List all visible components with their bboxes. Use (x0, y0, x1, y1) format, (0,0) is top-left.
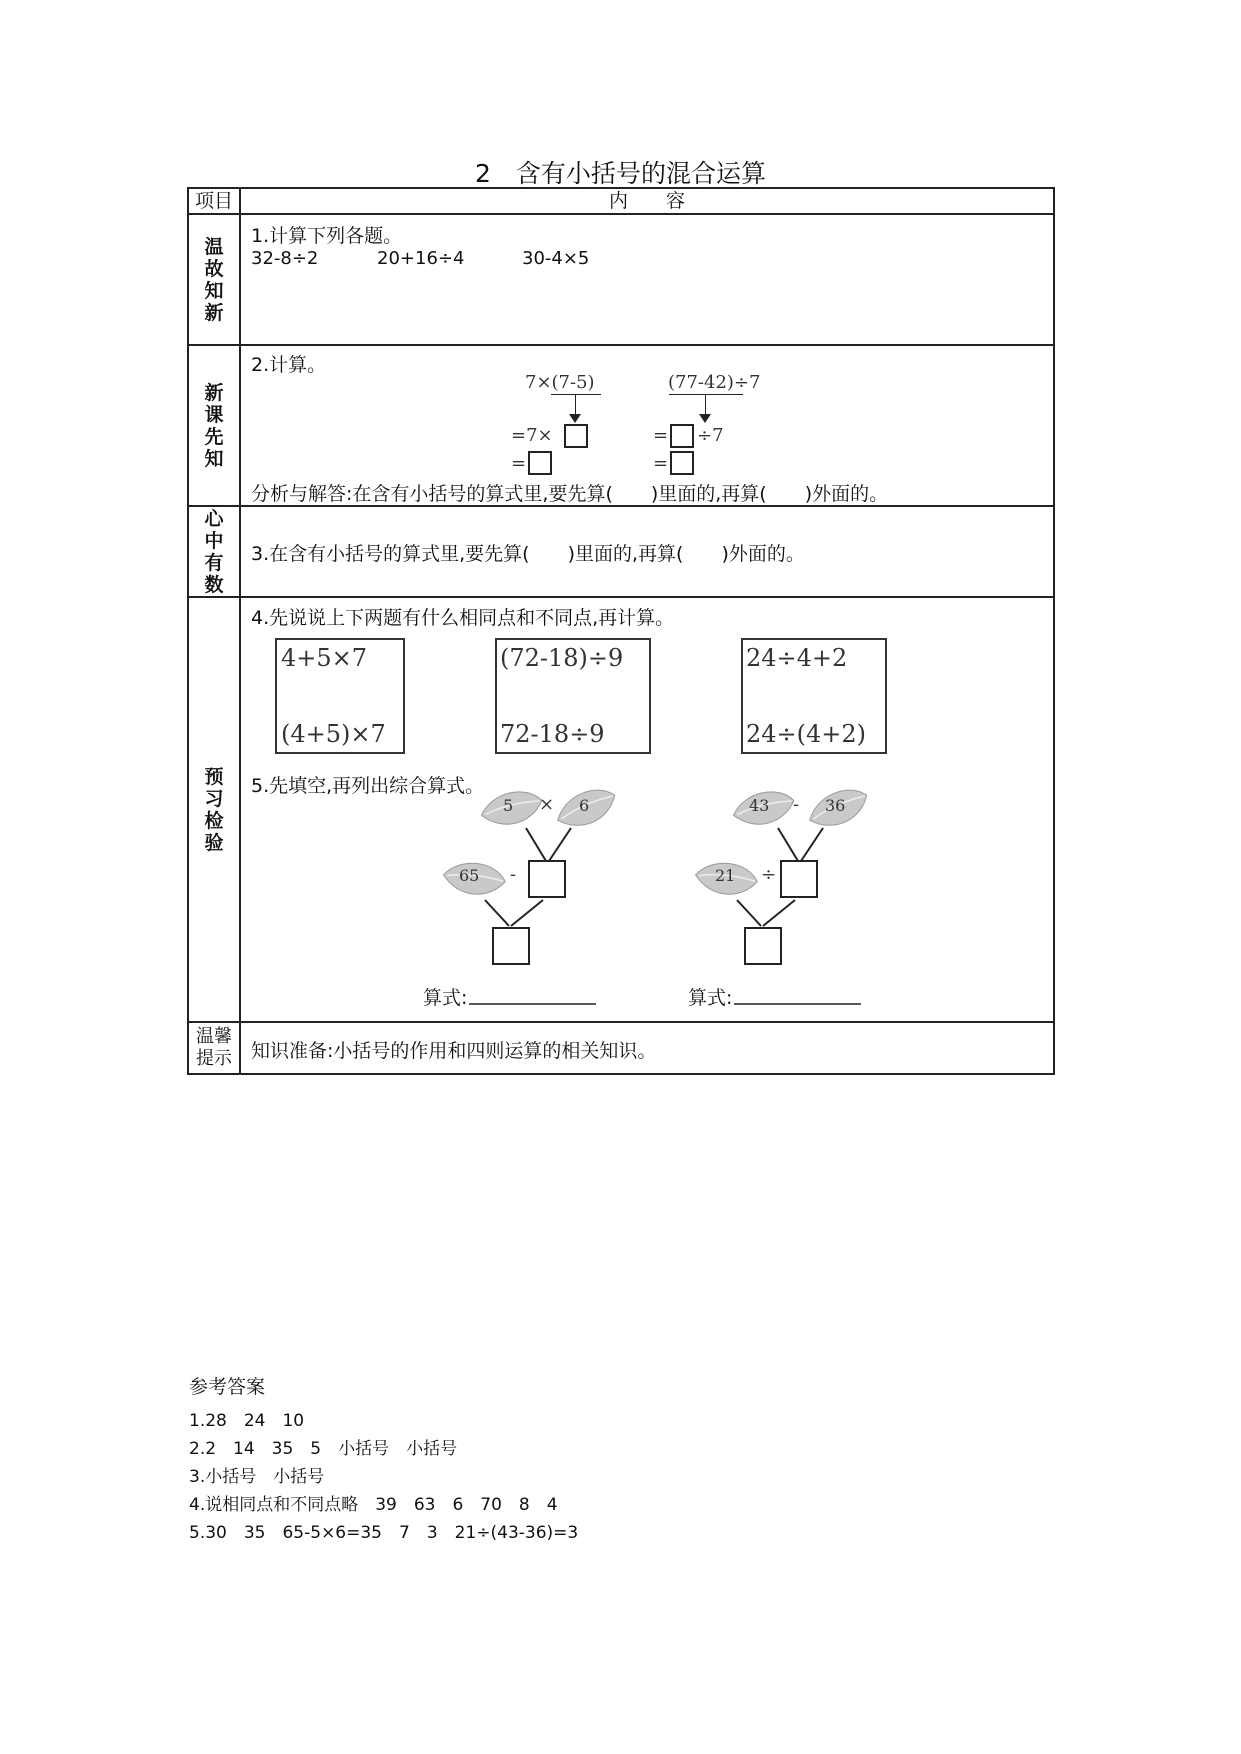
tree2-val-a: 43 (749, 796, 770, 815)
row4-label-char: 习 (204, 787, 224, 810)
calc-b-step1-suffix: ÷7 (697, 425, 724, 446)
compare-2-bottom: 72-18÷9 (500, 720, 605, 748)
calc-b-expr: (77-42)÷7 (668, 372, 761, 393)
compare-3-bottom: 24÷(4+2) (746, 720, 867, 748)
header-col-content (240, 188, 1054, 214)
tree1-op1: × (539, 794, 555, 815)
worksheet-table (187, 187, 1055, 1075)
row2-label-char: 新 (204, 381, 224, 404)
page-title: 2 含有小括号的混合运算 (475, 159, 766, 188)
calc-a-arrow-head (569, 414, 581, 423)
row1-label-char: 知 (204, 279, 224, 302)
q1-expr-3: 30-4×5 (522, 248, 590, 269)
row5-label-line: 温馨 (196, 1026, 232, 1047)
tree2-val-b: 36 (825, 796, 846, 815)
leaf-tree-diagrams (241, 598, 1051, 1021)
tree2-val-c: 21 (715, 866, 736, 885)
tree1-line-3 (485, 900, 509, 926)
compare-1-top: 4+5×7 (281, 644, 368, 672)
calc-a-step2: = (511, 453, 527, 474)
calc-b-arrow-head (699, 414, 711, 423)
row5-label (188, 1022, 240, 1074)
analysis-text: 分析与解答:在含有小括号的算式里,要先算( )里面的,再算( )外面的。 (251, 483, 889, 505)
answer-line-2: 2.2 14 35 5 小括号 小括号 (189, 1439, 458, 1459)
compare-2-top: (72-18)÷9 (500, 644, 624, 672)
header-item-label: 项目 (194, 190, 233, 212)
row3-label-char: 有 (204, 551, 224, 574)
row2-label-char: 课 (204, 403, 224, 426)
calc-a-expr: 7×(7-5) (525, 372, 595, 393)
q1-expr-1: 32-8÷2 (251, 248, 319, 269)
row1-label-char: 新 (204, 301, 224, 324)
row5-content (240, 1022, 1054, 1074)
row1-label-char: 故 (204, 257, 224, 280)
row5-label-line: 提示 (196, 1048, 232, 1069)
row4-content (240, 597, 1054, 1022)
calc-a-blank-1[interactable] (564, 424, 588, 448)
tree2-line-3 (737, 900, 761, 926)
question-5: 5.先填空,再列出综合算式。 (251, 775, 485, 797)
row2-label-char: 知 (204, 447, 224, 470)
formula-2-label: 算式: (688, 987, 733, 1009)
calc-b-blank-1[interactable] (670, 424, 694, 448)
calc-b-step1-prefix: = (653, 425, 669, 446)
row4-label (188, 597, 240, 1022)
calc-b-blank-2[interactable] (670, 451, 694, 475)
tree2-op2: ÷ (761, 864, 777, 885)
row2-content (240, 345, 1054, 506)
compare-1-bottom: (4+5)×7 (281, 720, 386, 748)
row4-label-char: 预 (204, 765, 224, 788)
header-content-label: 内 容 (608, 190, 685, 212)
tree1-line-4 (511, 900, 543, 926)
tree1-bottom-box[interactable] (493, 928, 529, 964)
tree2-line-1 (778, 828, 798, 861)
answer-line-4: 4.说相同点和不同点略 39 63 6 70 8 4 (189, 1495, 558, 1515)
formula-1-label: 算式: (423, 987, 468, 1009)
q1-expr-2: 20+16÷4 (377, 248, 465, 269)
tree1-op2: - (510, 864, 517, 885)
tree1-line-2 (549, 828, 571, 861)
question-4: 4.先说说上下两题有什么相同点和不同点,再计算。 (251, 607, 675, 629)
compare-3-top: 24÷4+2 (746, 644, 848, 672)
tree1-mid-box[interactable] (529, 861, 565, 897)
row2-label (188, 345, 240, 506)
tree1-val-c: 65 (459, 866, 480, 885)
calc-b-underline (669, 394, 743, 395)
tree2-mid-box[interactable] (781, 861, 817, 897)
tree2-bottom-box[interactable] (745, 928, 781, 964)
calc-a-step1: =7× (511, 425, 553, 446)
question-3: 3.在含有小括号的算式里,要先算( )里面的,再算( )外面的。 (251, 543, 805, 565)
row3-label (188, 506, 240, 597)
row1-label (188, 214, 240, 345)
tree2-line-2 (801, 828, 823, 861)
tip-text: 知识准备:小括号的作用和四则运算的相关知识。 (251, 1040, 657, 1062)
answer-line-1: 1.28 24 10 (189, 1411, 305, 1431)
answer-line-5: 5.30 35 65-5×6=35 7 3 21÷(43-36)=3 (189, 1523, 579, 1543)
calc-b-step2: = (653, 453, 669, 474)
question-1: 1.计算下列各题。 (251, 225, 403, 247)
row3-label-char: 数 (204, 573, 224, 596)
row3-content (240, 506, 1054, 597)
row4-label-char: 验 (204, 831, 224, 854)
answer-line-3: 3.小括号 小括号 (189, 1467, 325, 1487)
question-2: 2.计算。 (251, 354, 327, 376)
tree2-line-4 (763, 900, 795, 926)
row2-label-char: 先 (204, 425, 224, 448)
row4-label-char: 检 (204, 809, 224, 832)
tree2-op1: - (793, 794, 800, 815)
row1-content (240, 214, 1054, 345)
answers-heading: 参考答案 (189, 1376, 266, 1398)
calc-a-blank-2[interactable] (528, 451, 552, 475)
tree1-val-a: 5 (503, 796, 514, 815)
row3-label-char: 中 (204, 529, 224, 552)
row3-label-char: 心 (204, 507, 224, 530)
tree1-line-1 (526, 828, 546, 861)
calc-a-underline (551, 394, 601, 395)
tree1-val-b: 6 (579, 796, 590, 815)
row1-label-char: 温 (204, 235, 224, 258)
header-col-item (188, 188, 240, 214)
